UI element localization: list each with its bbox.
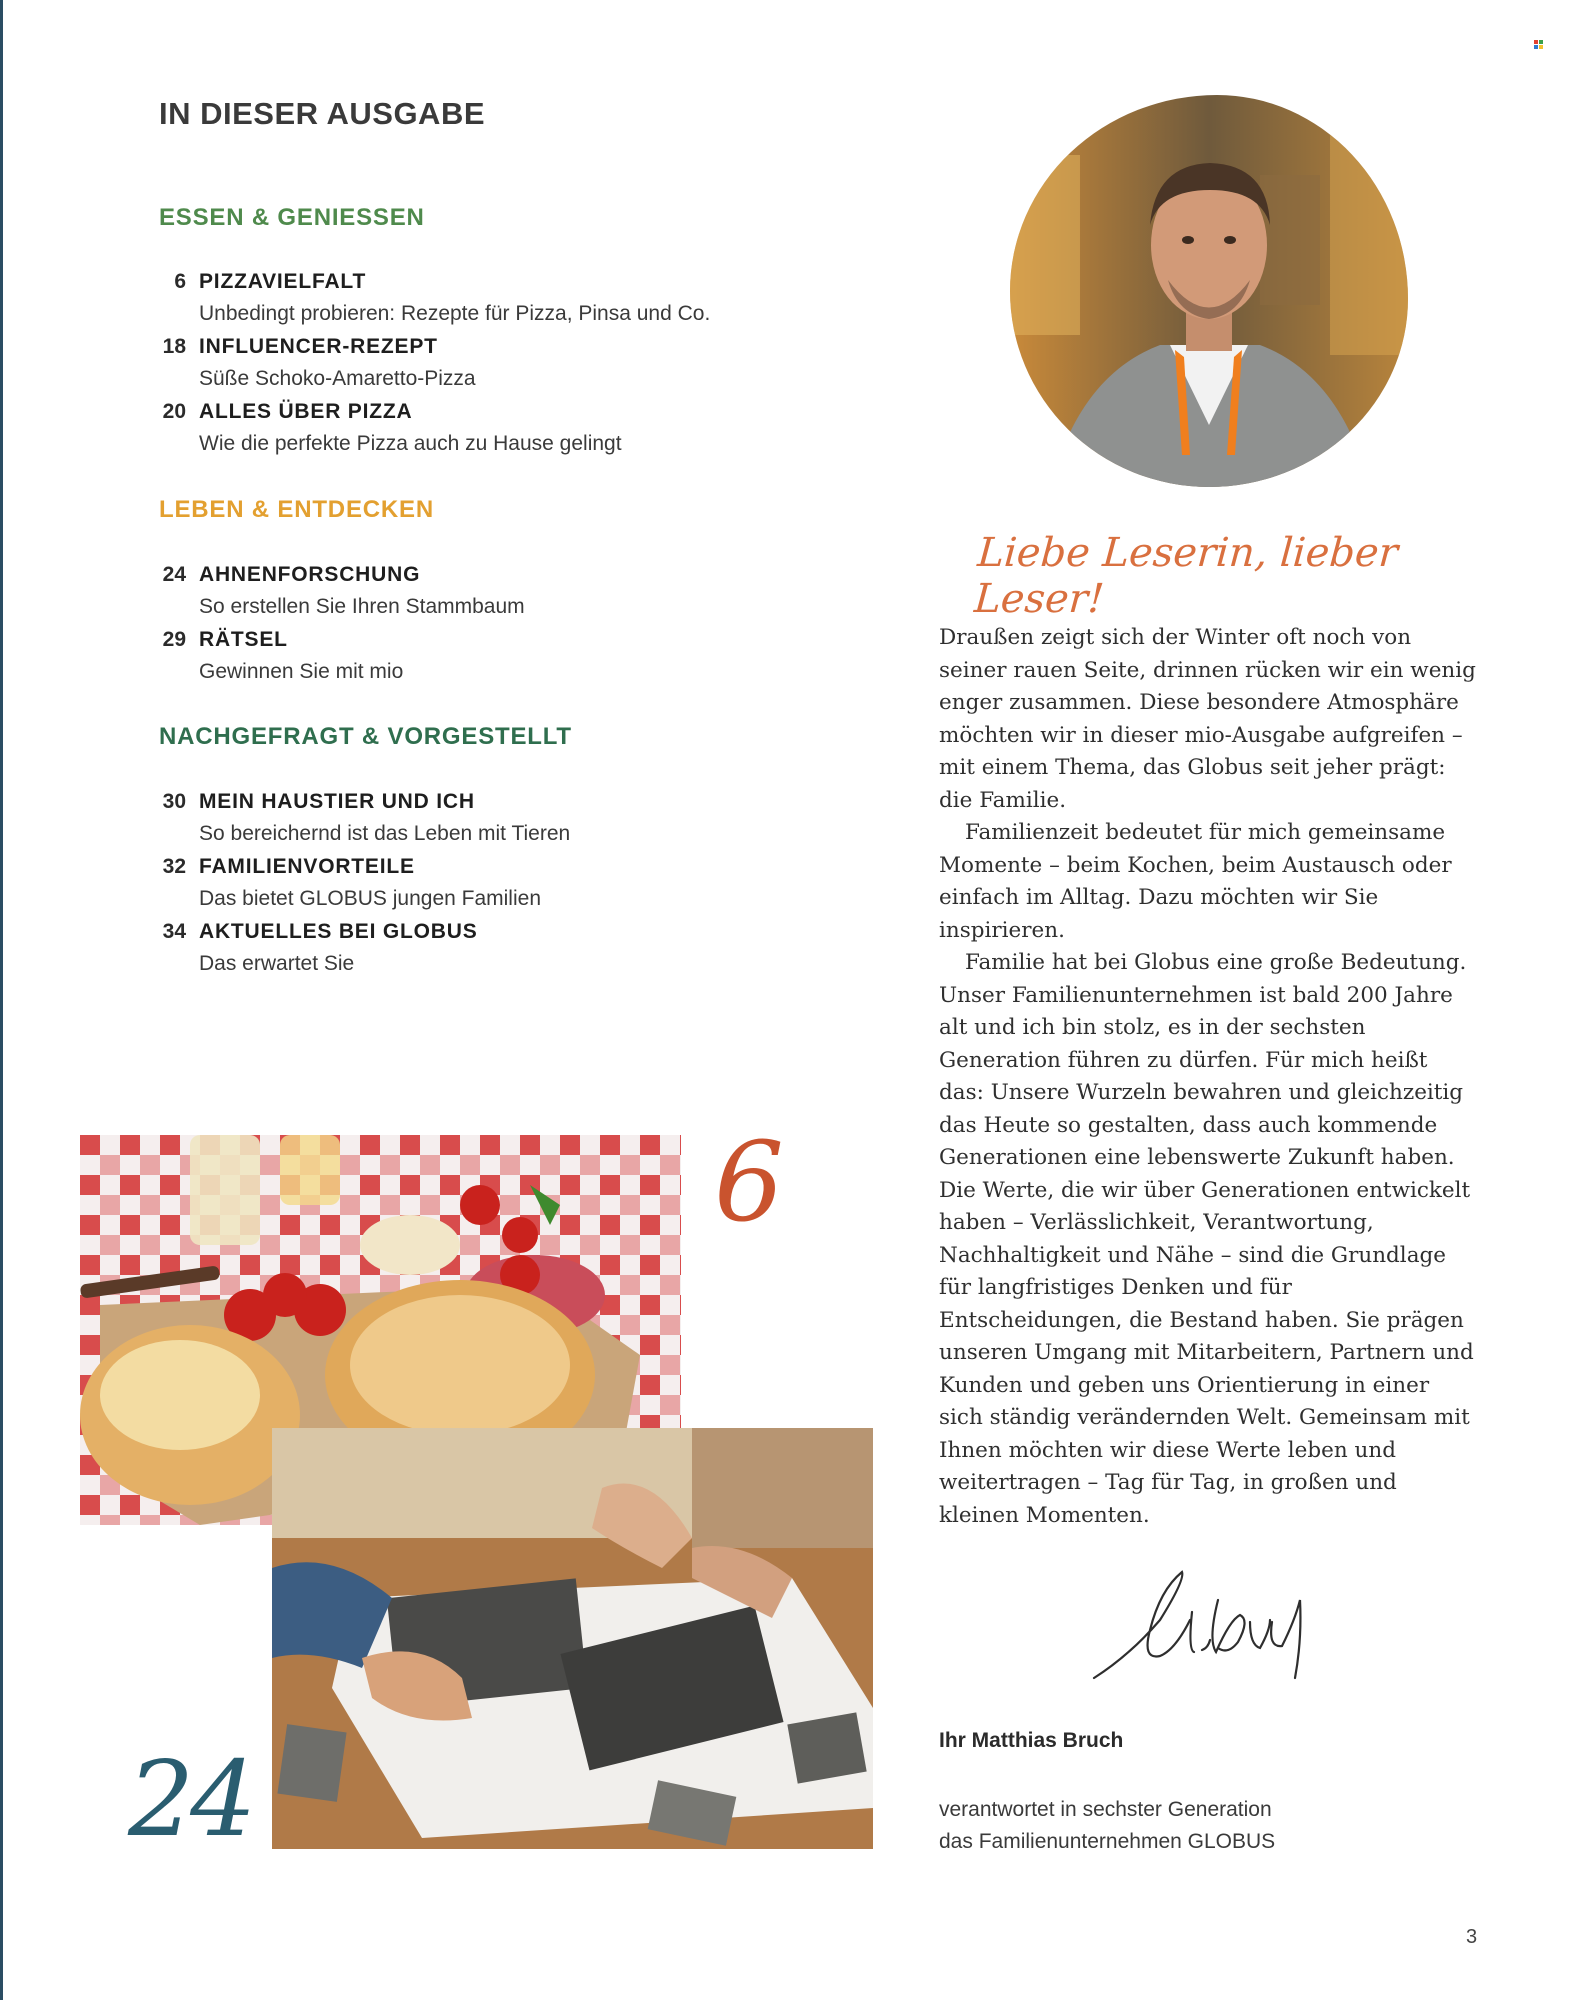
toc-title: RÄTSEL <box>199 628 288 651</box>
toc-page-number: 32 <box>162 855 186 878</box>
section-heading-nachgefragt: NACHGEFRAGT & VORGESTELLT <box>159 723 572 750</box>
toc-title: AHNENFORSCHUNG <box>199 563 421 586</box>
page-edge <box>0 0 3 2000</box>
letter-paragraph: Familie hat bei Globus eine große Bedeutung. Unser Familienunternehmen ist bald 200 Jahre alt und ich bin stolz, es in der sechsten Generation führen zu dürfen. Für mich heißt das: Unsere Wurzeln bewahren und gleichzeitig das Heute so gestalten, dass auch kommende Generationen eine lebenswerte Zukunft haben. Die Werte, die wir über Generationen entwickelt haben – Verlässlichkeit, Verantwortung, Nachhaltigkeit und Nähe – sind die Grundlage für langfristiges Denken und für Entscheidungen, die Bestand haben. Sie prägen unseren Umgang mit Mitarbeitern, Partnern und Kunden und geben uns Orientierung in einer sich ständig verändernden Welt. Gemeinsam mit Ihnen möchten wir diese Werte leben und weitertragen – Tag für Tag, in großen und kleinen Momenten. <box>939 950 1474 1528</box>
toc-title: PIZZAVIELFALT <box>199 270 367 293</box>
signature-role-line: das Familienunternehmen GLOBUS <box>939 1830 1276 1853</box>
toc-subtitle: Gewinnen Sie mit mio <box>199 660 404 683</box>
toc-subtitle: Unbedingt probieren: Rezepte für Pizza, Pinsa und Co. <box>199 302 711 325</box>
toc-subtitle: Süße Schoko-Amaretto-Pizza <box>199 367 476 390</box>
toc-title: FAMILIENVORTEILE <box>199 855 415 878</box>
signature-name: Ihr Matthias Bruch <box>939 1729 1124 1752</box>
album-page-number: 24 <box>128 1738 253 1860</box>
toc-page-number: 18 <box>162 335 186 358</box>
toc-page-number: 24 <box>162 563 186 586</box>
letter-heading: Liebe Leserin, lieber Leser! <box>972 530 1400 622</box>
page-number: 3 <box>1466 1926 1478 1948</box>
signature-role <box>939 1794 1275 1858</box>
toc-title: INFLUENCER-REZEPT <box>199 335 438 358</box>
section-heading-essen: ESSEN & GENIESSEN <box>159 204 425 231</box>
toc-page-number: 6 <box>174 270 186 293</box>
letter-paragraph: Familienzeit bedeutet für mich gemeinsame Momente – beim Kochen, beim Austausch oder einfach im Alltag. Dazu möchten wir Sie inspirieren. <box>939 820 1452 943</box>
toc-subtitle: Das erwartet Sie <box>199 952 355 975</box>
toc-page-number: 20 <box>162 400 186 423</box>
toc-title: MEIN HAUSTIER UND ICH <box>199 790 475 813</box>
editorial-letter <box>939 622 1479 1532</box>
toc-page-number: 30 <box>162 790 186 813</box>
author-portrait <box>1010 95 1408 487</box>
toc-subtitle: Das bietet GLOBUS jungen Familien <box>199 887 541 910</box>
handwritten-signature <box>1090 1560 1340 1690</box>
toc-title: ALLES ÜBER PIZZA <box>199 400 413 423</box>
toc-subtitle: Wie die perfekte Pizza auch zu Hause gelingt <box>199 432 622 455</box>
signature-role-line: verantwortet in sechster Generation <box>939 1798 1272 1821</box>
section-heading-leben: LEBEN & ENTDECKEN <box>159 496 434 523</box>
pizza-page-number: 6 <box>714 1118 784 1246</box>
letter-paragraph: Draußen zeigt sich der Winter oft noch von seiner rauen Seite, drinnen rücken wir ein wenig enger zusammen. Diese besondere Atmosphäre möchten wir in dieser mio-Ausgabe aufgreifen – mit einem Thema, das Globus seit jeher prägt: die Familie. <box>939 625 1476 813</box>
photo-album-photo <box>272 1428 873 1849</box>
toc-subtitle: So erstellen Sie Ihren Stammbaum <box>199 595 525 618</box>
toc-subtitle: So bereichernd ist das Leben mit Tieren <box>199 822 571 845</box>
toc-page-number: 34 <box>162 920 186 943</box>
toc-page-number: 29 <box>162 628 186 651</box>
issue-title: IN DIESER AUSGABE <box>159 96 486 131</box>
toc-title: AKTUELLES BEI GLOBUS <box>199 920 478 943</box>
color-marker-icon <box>1534 40 1544 50</box>
